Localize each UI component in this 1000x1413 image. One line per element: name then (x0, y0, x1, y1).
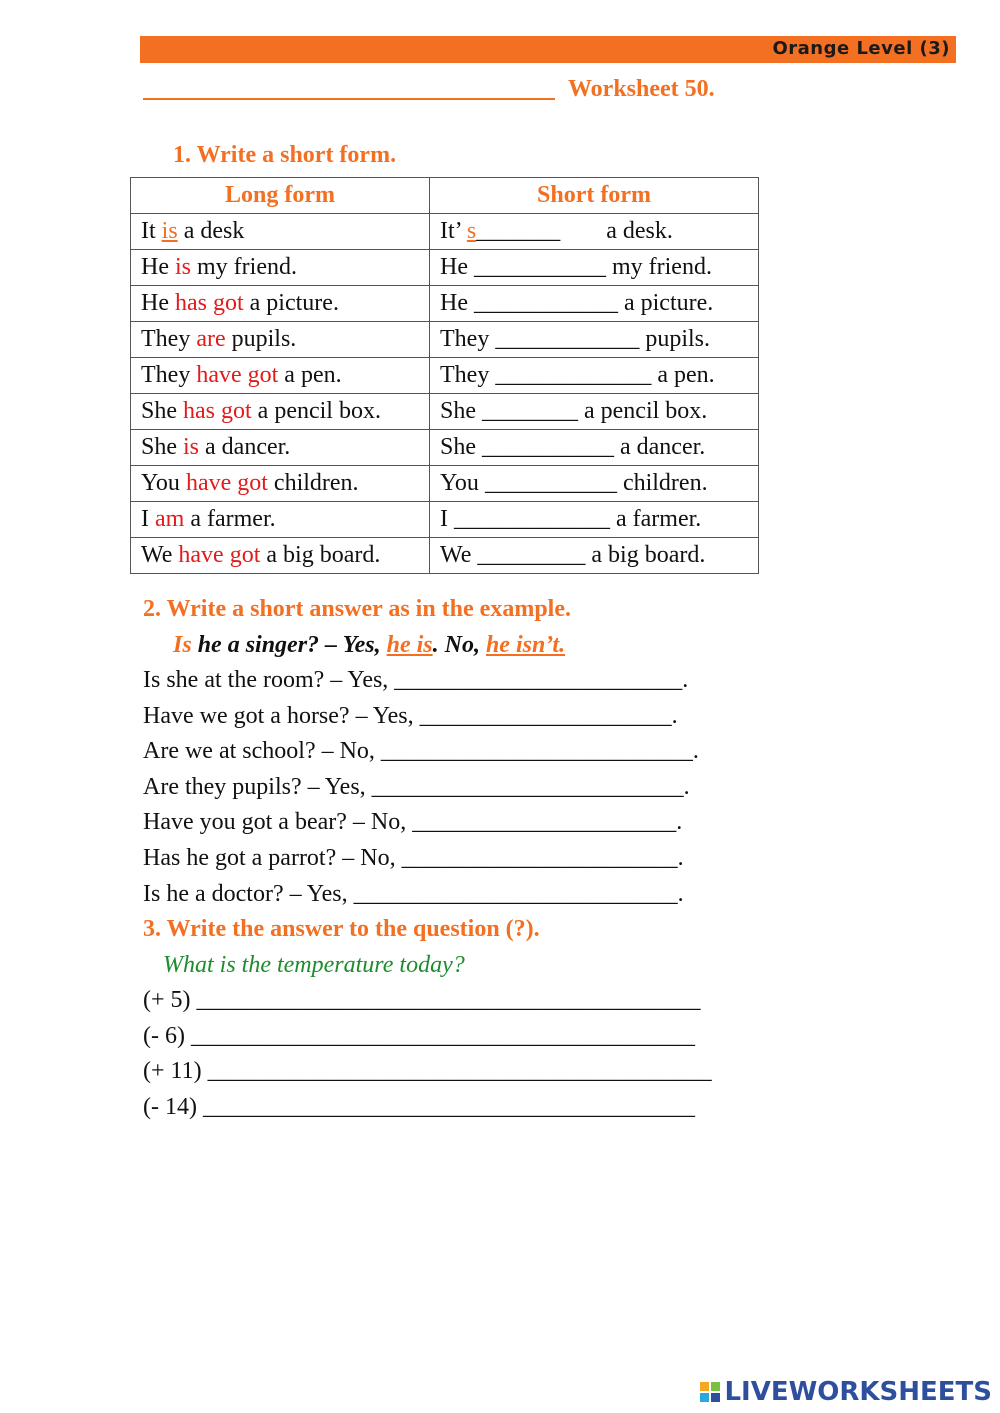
ex2-item[interactable]: Have we got a horse? – Yes, _____________________. (143, 702, 678, 729)
short-suffix: a farmer. (610, 506, 702, 532)
ex2-item[interactable]: Have you got a bear? – No, ______________________. (143, 809, 683, 836)
header-bar (140, 36, 956, 63)
example-mid: . No, (432, 632, 486, 658)
table-row (131, 358, 759, 394)
short-blank[interactable]: _________ (477, 542, 586, 568)
short-form-cell[interactable] (430, 286, 759, 322)
long-form-cell (131, 214, 430, 250)
short-prefix: I (440, 506, 454, 532)
col-short-form: Short form (430, 178, 759, 214)
short-blank[interactable]: ___________ (484, 470, 617, 496)
long-prefix: You (141, 470, 186, 496)
long-verb: have got (178, 542, 261, 568)
name-line[interactable] (143, 98, 555, 100)
short-blank[interactable]: ____________ (495, 326, 640, 352)
ex2-item[interactable]: Are we at school? – No, __________________________. (143, 738, 699, 765)
short-suffix: a desk. (606, 218, 673, 244)
forms-table (130, 177, 759, 574)
ex1-heading: 1. Write a short form. (173, 142, 397, 168)
long-prefix: They (141, 326, 197, 352)
ex3-item[interactable]: (- 6) __________________________________________ (143, 1022, 695, 1049)
ex2-item[interactable]: Is he a doctor? – Yes, ___________________________. (143, 880, 684, 907)
ex2-heading: 2. Write a short answer as in the example. (143, 596, 571, 622)
short-suffix: a picture. (617, 290, 714, 316)
liveworksheets-logo[interactable] (700, 1377, 992, 1407)
short-suffix: my friend. (605, 254, 712, 280)
short-form-cell[interactable] (430, 322, 759, 358)
short-prefix: It’ (440, 218, 467, 244)
long-suffix: a desk (177, 218, 245, 244)
short-blank[interactable]: _______ (476, 218, 561, 244)
long-suffix: a picture. (243, 290, 339, 316)
long-prefix: He (141, 290, 175, 316)
short-prefix: They (440, 362, 496, 388)
ex3-question: What is the temperature today? (163, 952, 465, 978)
level-label: Orange Level (3) (772, 38, 950, 59)
worksheet-title: Worksheet 50. (568, 76, 715, 102)
ex3-item[interactable]: (- 14) _________________________________________ (143, 1093, 695, 1120)
long-verb: have got (185, 470, 268, 496)
table-row (131, 466, 759, 502)
long-form-cell (131, 250, 430, 286)
table-row (131, 538, 759, 574)
long-form-cell (131, 286, 430, 322)
example-question-rest: he a singer? – Yes, (191, 632, 387, 658)
long-verb: have got (196, 362, 279, 388)
long-verb: is (183, 434, 200, 460)
long-suffix: a dancer. (199, 434, 291, 460)
short-blank[interactable]: _____________ (495, 362, 652, 388)
long-form-cell (131, 322, 430, 358)
long-prefix: She (141, 434, 183, 460)
long-verb: has got (183, 398, 252, 424)
short-form-cell[interactable] (430, 214, 759, 250)
long-suffix: my friend. (191, 254, 297, 280)
long-form-cell (131, 358, 430, 394)
short-blank[interactable]: ________ (482, 398, 578, 424)
long-form-cell (131, 394, 430, 430)
short-suffix: a pencil box. (578, 398, 708, 424)
short-suffix: children. (616, 470, 708, 496)
long-verb: am (155, 506, 185, 532)
ex3-item[interactable]: (+ 5) __________________________________________ (143, 987, 701, 1013)
long-prefix: He (141, 254, 175, 280)
short-form-cell[interactable] (430, 250, 759, 286)
short-prefix: We (440, 542, 478, 568)
long-prefix: I (141, 506, 155, 532)
short-prefix: You (440, 470, 485, 496)
short-answer-example: s (466, 218, 477, 244)
short-blank[interactable]: _____________ (454, 506, 610, 532)
long-prefix: It (141, 218, 162, 244)
long-suffix: a big board. (260, 542, 381, 568)
short-form-cell[interactable] (430, 430, 759, 466)
short-form-cell[interactable] (430, 394, 759, 430)
short-prefix: He (440, 254, 474, 280)
ex3-item[interactable]: (+ 11) __________________________________________ (143, 1058, 712, 1084)
short-blank[interactable]: ___________ (482, 434, 614, 460)
long-prefix: They (141, 362, 197, 388)
short-form-cell[interactable] (430, 466, 759, 502)
short-prefix: He (440, 290, 474, 316)
example-yes-answer: he is (386, 632, 433, 658)
long-suffix: children. (267, 470, 359, 496)
ex3-heading: 3. Write the answer to the question (?). (143, 916, 540, 942)
long-form-cell (131, 502, 430, 538)
ex2-item[interactable]: Has he got a parrot? – No, _______________________. (143, 845, 684, 871)
short-form-cell[interactable] (430, 502, 759, 538)
ex2-item[interactable]: Is she at the room? – Yes, ________________________. (143, 667, 689, 693)
short-form-cell[interactable] (430, 538, 759, 574)
table-row (131, 322, 759, 358)
long-prefix: She (141, 398, 183, 424)
example-no-answer: he isn’t. (485, 632, 566, 658)
long-prefix: We (141, 542, 179, 568)
table-row (131, 430, 759, 466)
col-long-form: Long form (131, 178, 430, 214)
table-row (131, 214, 759, 250)
long-form-cell (131, 430, 430, 466)
short-form-cell[interactable] (430, 358, 759, 394)
table-row (131, 394, 759, 430)
table-row (131, 250, 759, 286)
long-verb: are (196, 326, 226, 352)
short-prefix: She (440, 434, 482, 460)
short-suffix: a pen. (651, 362, 715, 388)
long-verb: is (161, 218, 178, 244)
short-suffix: a dancer. (614, 434, 706, 460)
table-row (131, 502, 759, 538)
logo-text: LIVEWORKSHEETS (724, 1377, 992, 1407)
short-suffix: pupils. (639, 326, 710, 352)
long-suffix: a pen. (278, 362, 342, 388)
ex2-item[interactable]: Are they pupils? – Yes, __________________________. (143, 773, 690, 800)
table-row (131, 286, 759, 322)
short-suffix: a big board. (585, 542, 706, 568)
ex2-example (173, 632, 565, 659)
logo-grid-icon (700, 1382, 720, 1402)
long-suffix: a pencil box. (251, 398, 381, 424)
long-form-cell (131, 466, 430, 502)
long-form-cell (131, 538, 430, 574)
long-verb: has got (174, 290, 244, 316)
long-verb: is (174, 254, 191, 280)
long-suffix: pupils. (225, 326, 297, 352)
long-suffix: a farmer. (184, 506, 276, 532)
short-blank[interactable]: ___________ (473, 254, 606, 280)
short-blank[interactable]: ____________ (473, 290, 618, 316)
short-prefix: She (440, 398, 482, 424)
short-prefix: They (440, 326, 496, 352)
example-question-verb: Is (173, 632, 192, 658)
